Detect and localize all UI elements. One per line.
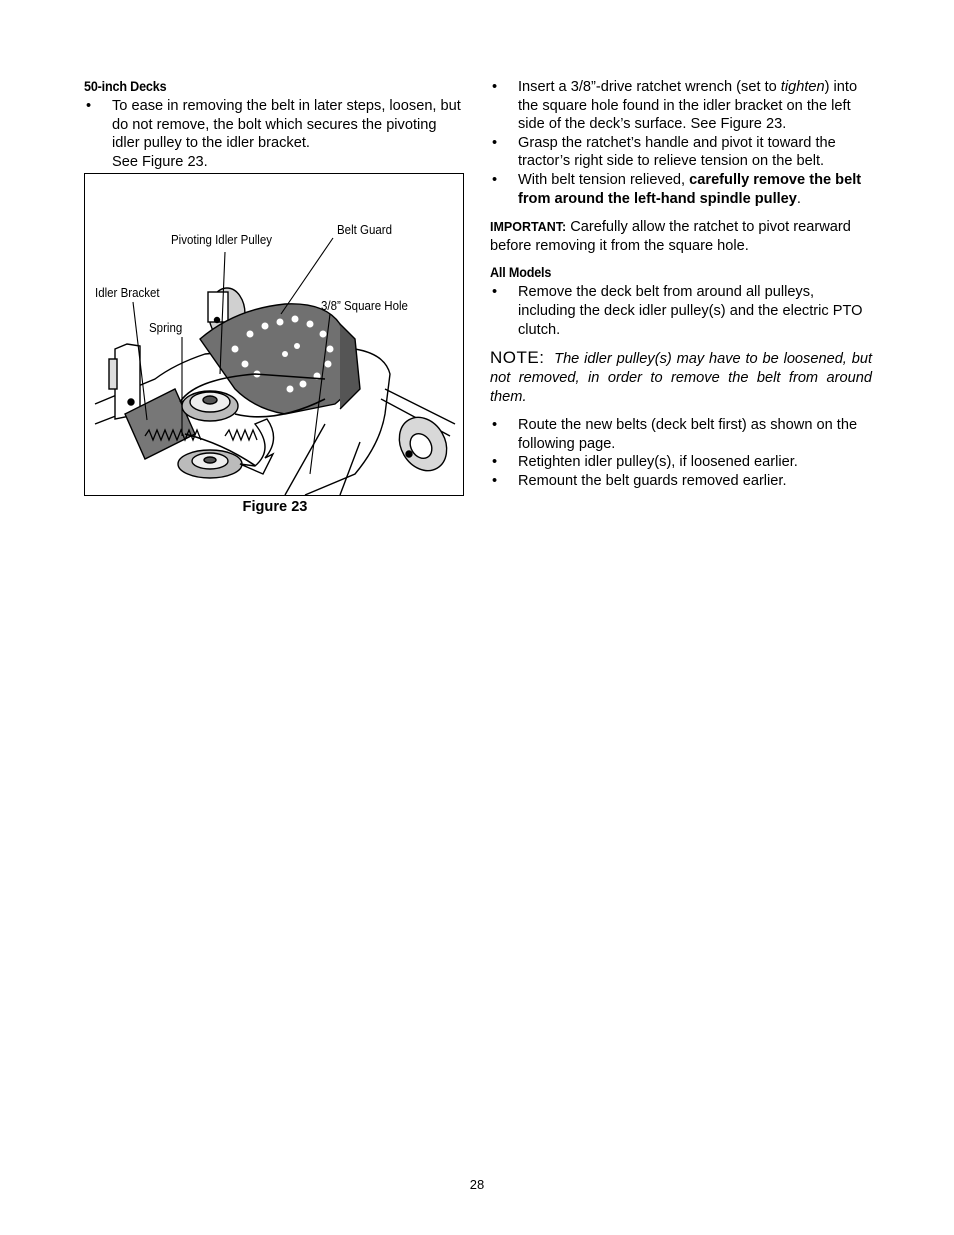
bullet-text: To ease in removing the belt in later steps, loosen, but do not remove, the bolt which secures the pivoting idler pulley to the idler bracket.	[112, 98, 461, 152]
bullet-text: Remove the deck belt from around all pulleys, including the deck idler pulley(s) and the electric PTO clutch.	[518, 284, 863, 338]
bullet-text: Grasp the ratchet’s handle and pivot it toward the tractor’s right side to relieve tension on the belt.	[518, 134, 836, 170]
bullet-route-belts	[490, 416, 872, 453]
bullet-text: ) into the square hole found in the idler bracket on the left side of the deck’s surface. See Figure 23.	[518, 79, 858, 133]
bullet-text: Insert a 3/8”-drive ratchet wrench (set to	[518, 79, 781, 95]
bullet-grasp-handle	[490, 134, 872, 171]
bullet-retighten	[490, 453, 872, 472]
bullet-text: With belt tension relieved,	[518, 171, 690, 188]
ratchet-arrow	[240, 419, 274, 474]
bullet-remount-guards	[490, 472, 872, 491]
note-label: NOTE:	[490, 348, 545, 368]
callout-idler-bracket: Idler Bracket	[95, 286, 160, 301]
right-column	[490, 78, 872, 491]
right-bullet-list-bottom	[490, 416, 872, 490]
important-label: IMPORTANT:	[490, 220, 567, 235]
important-paragraph	[490, 218, 872, 255]
bullet-text: .	[796, 190, 801, 207]
bullet-remove-deck-belt	[490, 283, 872, 339]
bullet-insert-ratchet	[490, 78, 872, 134]
bullet-italic-text: tighten	[780, 79, 825, 95]
figure-23-box	[84, 173, 464, 496]
bullet-loosen-bolt	[84, 97, 466, 171]
left-column	[84, 78, 466, 515]
spindle-pulley	[178, 450, 242, 478]
figure-caption: Figure 23	[242, 499, 308, 516]
idler-bracket-post	[109, 344, 140, 419]
deck-illustration	[85, 174, 463, 495]
important-text: Carefully allow the ratchet to pivot rearward before removing it from the square hole.	[490, 219, 851, 254]
callout-square-hole: 3/8” Square Hole	[321, 299, 408, 314]
bullet-text: Retighten idler pulley(s), if loosened earlier.	[518, 454, 798, 471]
bullet-text: Remount the belt guards removed earlier.	[518, 472, 787, 489]
callout-belt-guard: Belt Guard	[337, 223, 392, 238]
page-number: 28	[469, 1177, 485, 1192]
note-paragraph	[490, 348, 872, 407]
section-heading-all-models: All Models	[490, 264, 552, 281]
left-bullet-list	[84, 97, 466, 171]
callout-pivoting-idler-pulley: Pivoting Idler Pulley	[171, 233, 272, 248]
see-figure-reference: See Figure 23.	[112, 153, 208, 170]
right-bullet-list-top	[490, 78, 872, 208]
right-bullet-list-all-models	[490, 283, 872, 339]
bullet-bold-text: carefully remove the belt from around the left-hand spindle pulley	[518, 171, 862, 207]
spring-2	[225, 430, 257, 440]
section-heading-50-inch-decks: 50-inch Decks	[84, 78, 167, 94]
bullet-remove-belt	[490, 171, 872, 208]
callout-spring: Spring	[149, 321, 183, 336]
pivoting-idler-pulley	[182, 391, 238, 421]
bullet-text: Route the new belts (deck belt first) as shown on the following page.	[518, 417, 858, 452]
note-text: The idler pulley(s) may have to be loosened, but not removed, in order to remove the belt from around them.	[490, 351, 873, 406]
